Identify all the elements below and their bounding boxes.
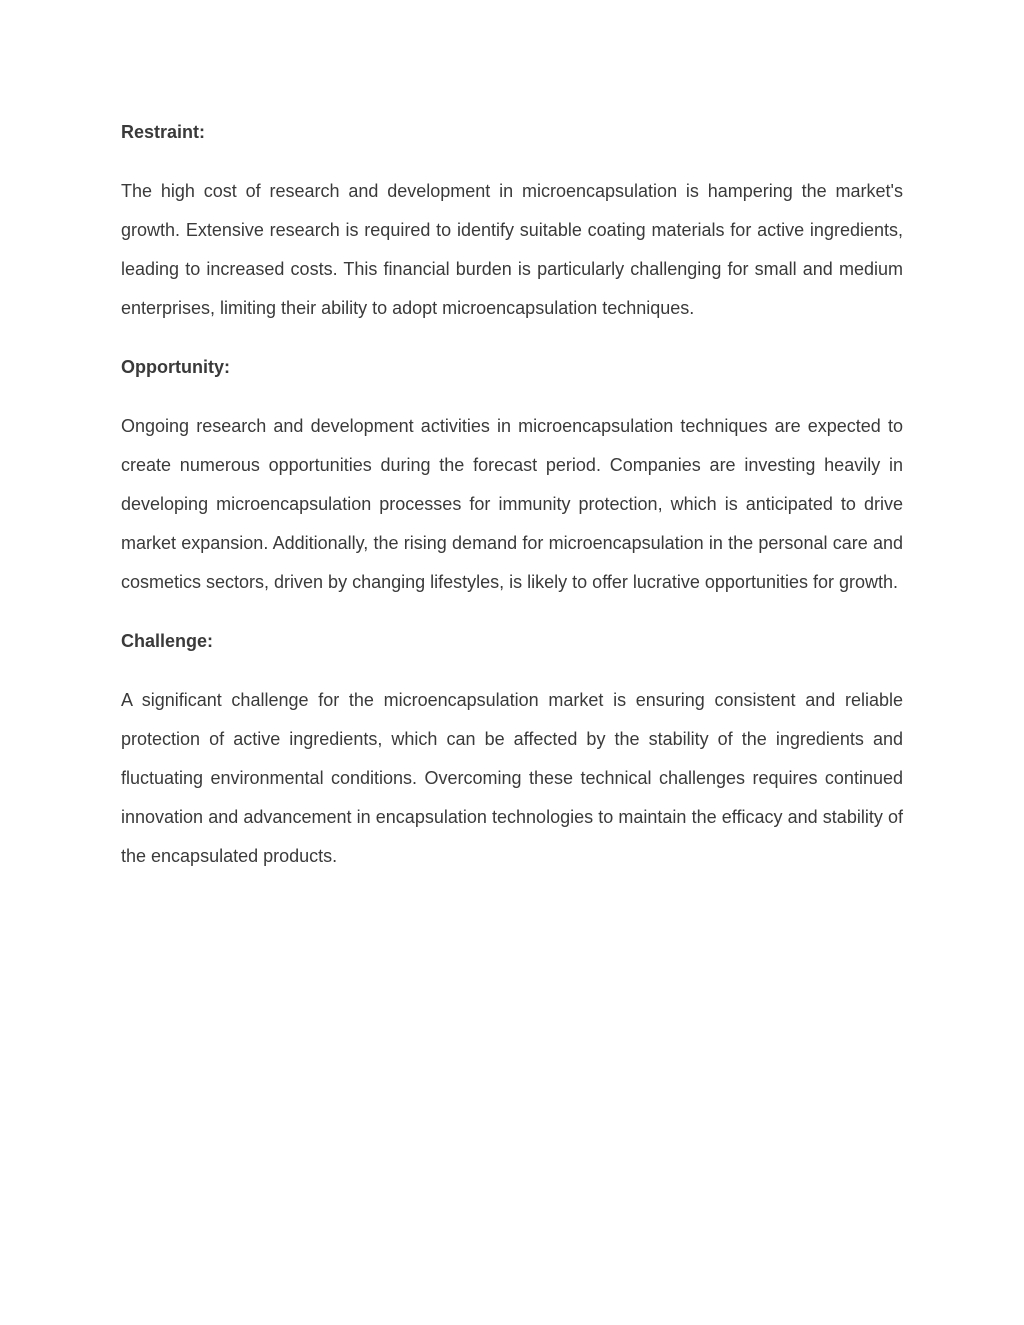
section-heading-challenge: Challenge:	[121, 631, 214, 651]
section-heading-restraint: Restraint:	[121, 122, 206, 142]
section-opportunity	[121, 348, 903, 602]
section-heading-opportunity: Opportunity:	[121, 357, 230, 377]
section-body-restraint: The high cost of research and development in microencapsulation is hampering the market's growth. Extensive research is required to identify suitable coating materials for active ingredients, leading to increased costs. This financial burden is particularly challenging for small and medium enterprises, limiting their ability to adopt microencapsulation techniques.	[121, 181, 903, 318]
section-restraint	[121, 113, 903, 328]
section-challenge	[121, 622, 903, 876]
section-body-opportunity: Ongoing research and development activities in microencapsulation techniques are expected to create numerous opportunities during the forecast period. Companies are investing heavily in developing microencapsulation processes for immunity protection, which is anticipated to drive market expansion. Additionally, the rising demand for microencapsulation in the personal care and cosmetics sectors, driven by changing lifestyles, is likely to offer lucrative opportunities for growth.	[121, 416, 903, 592]
document-page	[121, 113, 903, 896]
section-body-challenge: A significant challenge for the microencapsulation market is ensuring consistent and reliable protection of active ingredients, which can be affected by the stability of the ingredients and fluctuating environmental conditions. Overcoming these technical challenges requires continued innovation and advancement in encapsulation technologies to maintain the efficacy and stability of the encapsulated products.	[121, 690, 903, 866]
